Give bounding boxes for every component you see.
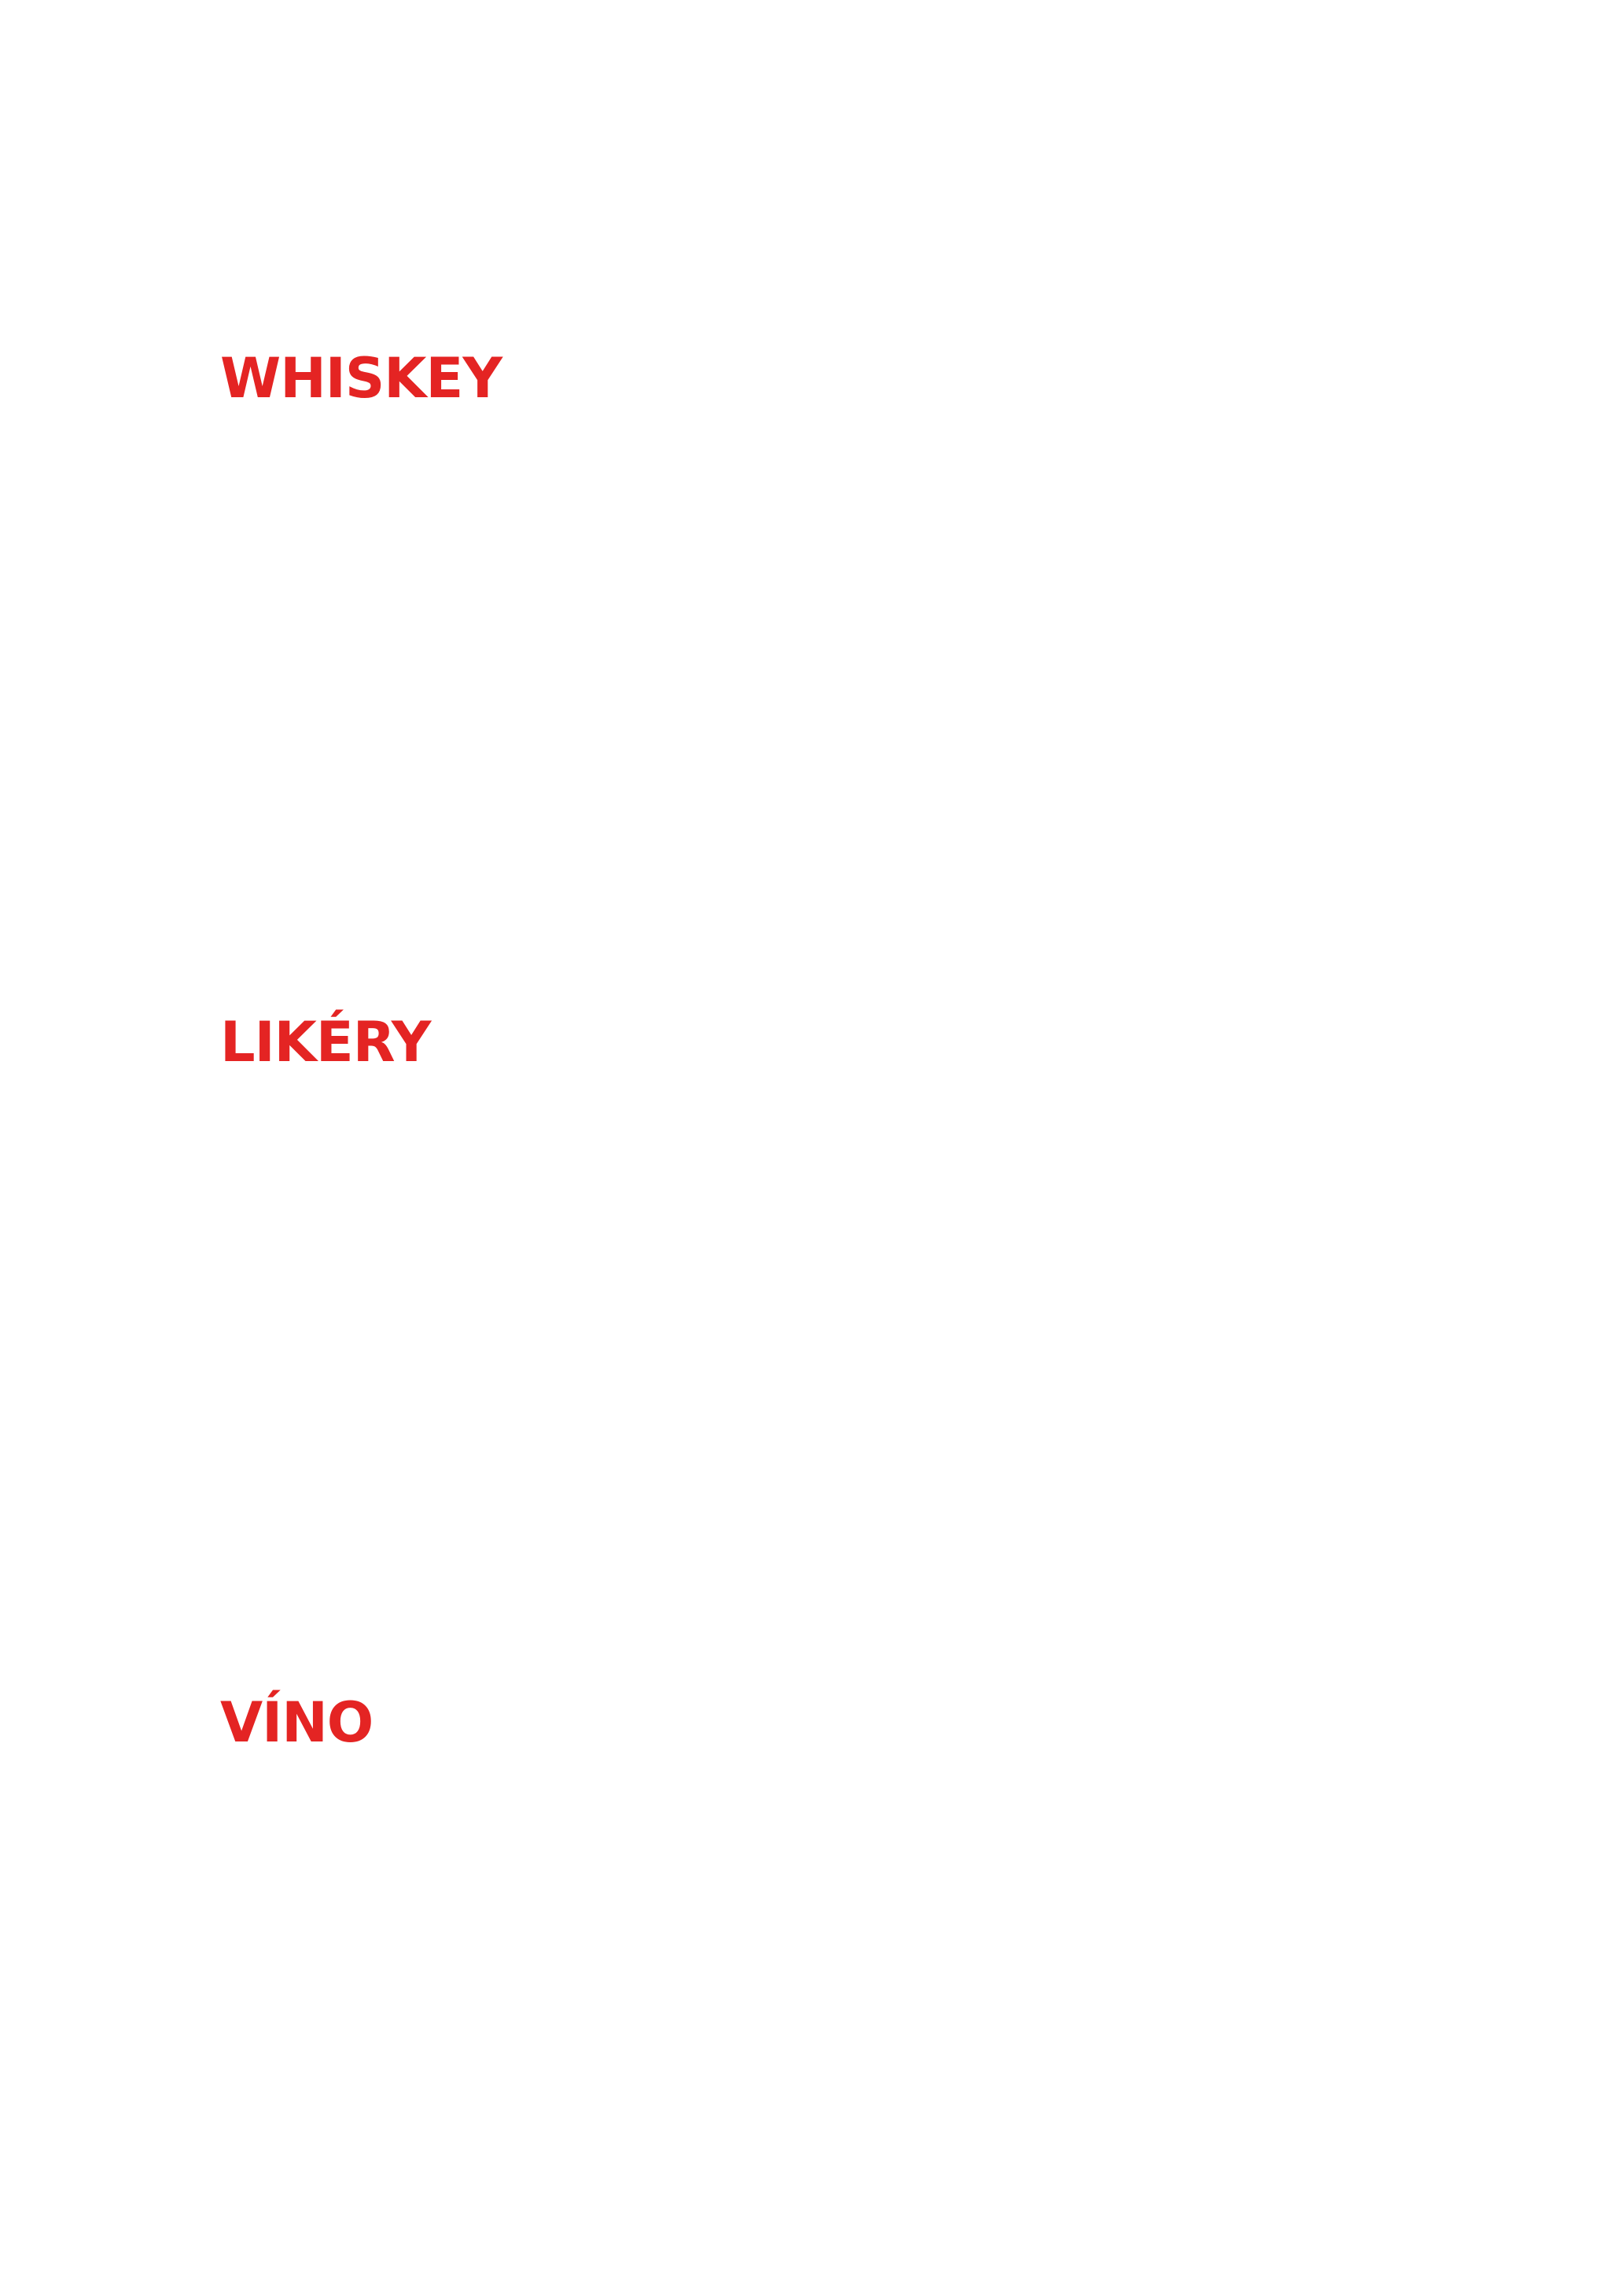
section-heading-vino: VÍNO <box>220 1690 374 1755</box>
section-heading-likery: LIKÉRY <box>220 1010 431 1074</box>
section-heading-whiskey: WHISKEY <box>220 346 502 411</box>
